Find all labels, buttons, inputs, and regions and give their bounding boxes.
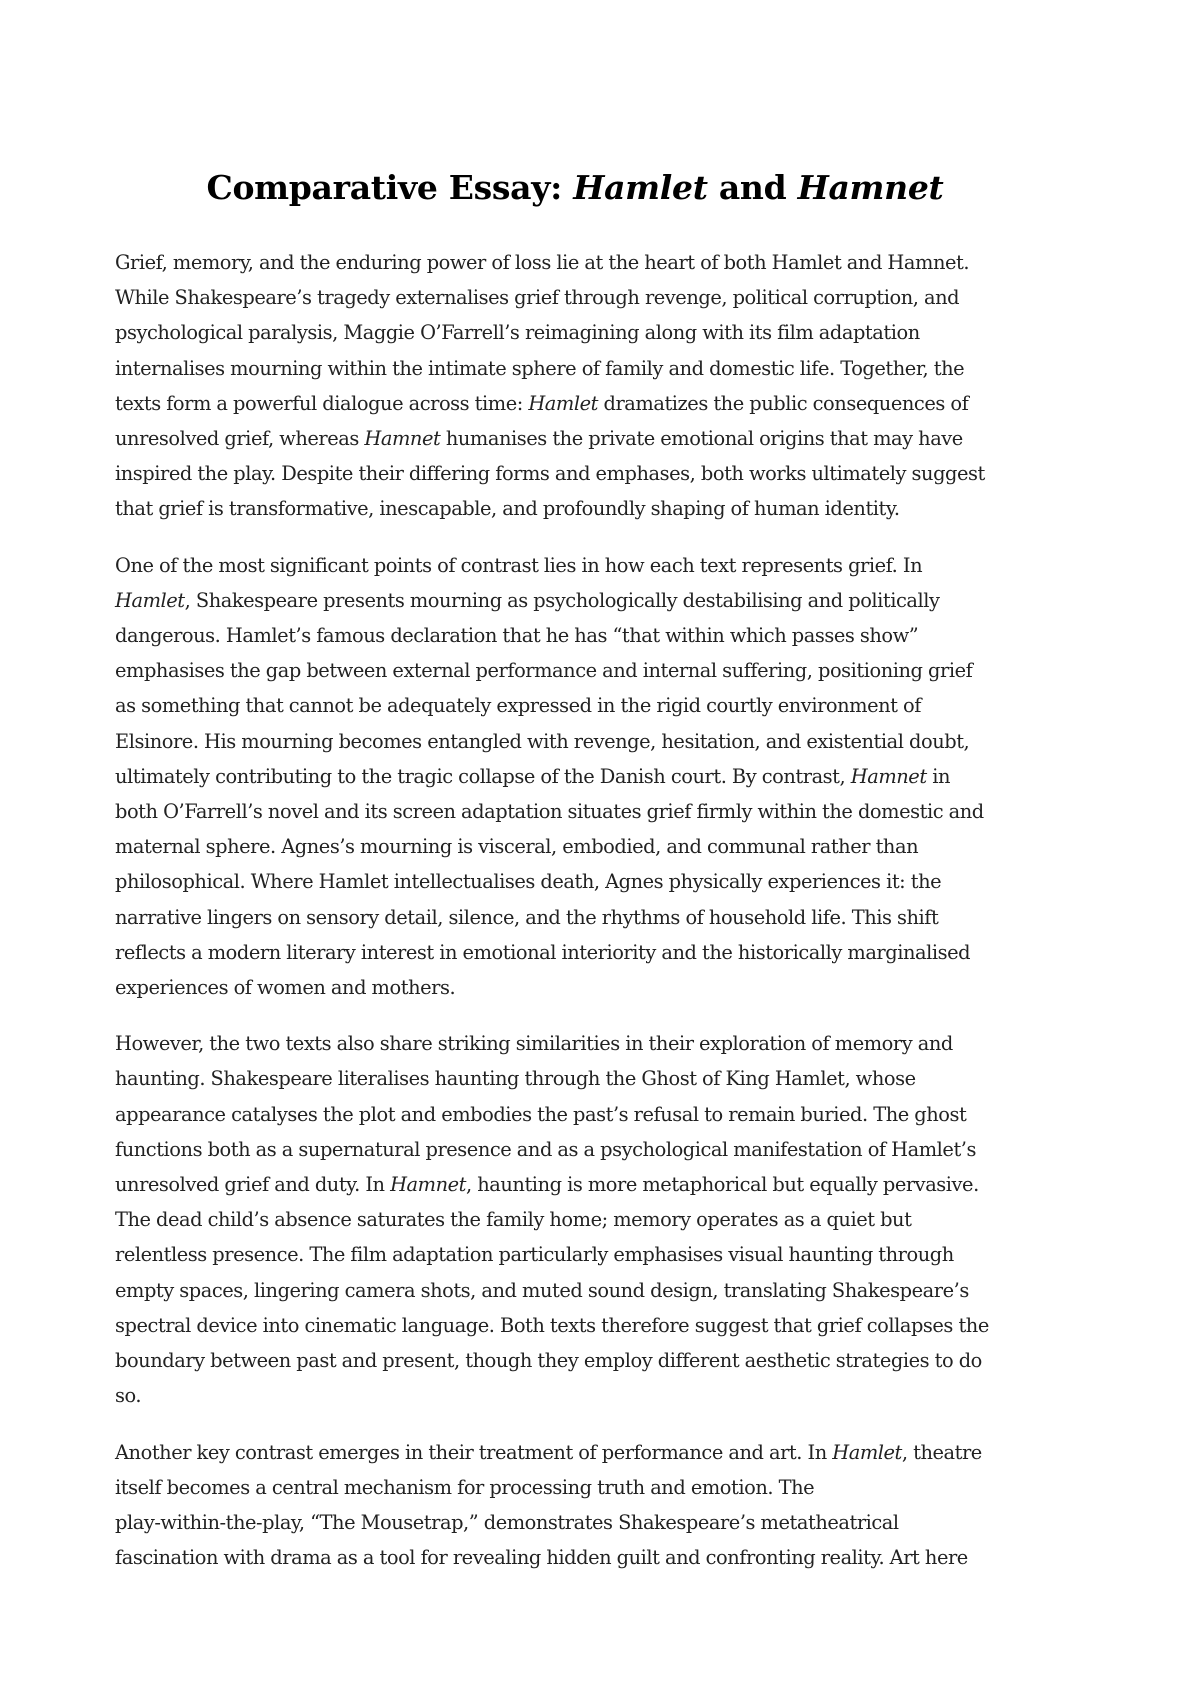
paragraph-line [115, 280, 1100, 315]
essay-paragraph [115, 1026, 1100, 1413]
text-run: as something that cannot be adequately expressed in the rigid courtly environment of [115, 694, 921, 718]
text-run: texts form a powerful dialogue across time: [115, 391, 529, 415]
paragraph-line [115, 618, 1100, 653]
text-run: haunting. Shakespeare literalises haunting through the Ghost of King Hamlet, whose [115, 1067, 916, 1091]
paragraph-line [115, 386, 1100, 421]
text-run: While Shakespeare’s tragedy externalises grief through revenge, political corruption, and [115, 286, 960, 310]
text-run: inspired the play. Despite their differing forms and emphases, both works ultimately suggest [115, 462, 985, 486]
text-run: ultimately contributing to the tragic collapse of the Danish court. By contrast, [115, 764, 851, 788]
text-run: philosophical. Where Hamlet intellectualises death, Agnes physically experiences it: the [115, 870, 942, 894]
title-prefix: Comparative Essay: [206, 168, 574, 207]
paragraph-line [115, 1026, 1100, 1061]
text-run: both O’Farrell’s novel and its screen adaptation situates grief firmly within the domestic and [115, 800, 984, 824]
paragraph-line [115, 315, 1100, 350]
text-run: However, the two texts also share striking similarities in their exploration of memory and [115, 1032, 953, 1056]
text-run: unresolved grief and duty. In [115, 1173, 391, 1197]
text-run: reflects a modern literary interest in emotional interiority and the historically marginalised [115, 940, 971, 964]
paragraph-line [115, 794, 1100, 829]
essay-paragraph [115, 1435, 1100, 1576]
paragraph-line [115, 351, 1100, 386]
text-run: functions both as a supernatural presence and as a psychological manifestation of Hamlet’s [115, 1137, 977, 1161]
paragraph-line [115, 1470, 1100, 1505]
paragraph-line [115, 759, 1100, 794]
italic-work-title: Hamnet [850, 764, 927, 788]
text-run: relentless presence. The film adaptation particularly emphasises visual haunting through [115, 1243, 954, 1267]
text-run: , theatre [901, 1440, 982, 1464]
text-run: spectral device into cinematic language. Both texts therefore suggest that grief collapses the [115, 1313, 989, 1337]
text-run: narrative lingers on sensory detail, silence, and the rhythms of household life. This shift [115, 905, 939, 929]
paragraph-line [115, 1097, 1100, 1132]
paragraph-line [115, 491, 1100, 526]
text-run: boundary between past and present, though they employ different aesthetic strategies to do [115, 1349, 982, 1373]
text-run: in [926, 764, 950, 788]
paragraph-line [115, 935, 1100, 970]
italic-work-title: Hamlet [115, 588, 185, 612]
title-work-hamnet: Hamnet [797, 168, 944, 207]
essay-body [115, 245, 1100, 1596]
text-run: Elsinore. His mourning becomes entangled with revenge, hesitation, and existential doubt, [115, 729, 970, 753]
text-run: One of the most significant points of contrast lies in how each text represents grief. In [115, 553, 923, 577]
text-run: internalises mourning within the intimate sphere of family and domestic life. Together, the [115, 356, 965, 380]
paragraph-line [115, 1343, 1100, 1378]
text-run: play-within-the-play, “The Mousetrap,” demonstrates Shakespeare’s metatheatrical [115, 1510, 899, 1534]
title-work-hamlet: Hamlet [573, 168, 708, 207]
paragraph-line [115, 1435, 1100, 1470]
text-run: empty spaces, lingering camera shots, and muted sound design, translating Shakespeare’s [115, 1278, 969, 1302]
paragraph-line [115, 900, 1100, 935]
paragraph-line [115, 421, 1100, 456]
italic-work-title: Hamnet [364, 427, 441, 451]
paragraph-line [115, 688, 1100, 723]
text-run: Another key contrast emerges in their treatment of performance and art. In [115, 1440, 833, 1464]
text-run: fascination with drama as a tool for revealing hidden guilt and confronting reality. Art here [115, 1546, 968, 1570]
text-run: that grief is transformative, inescapable, and profoundly shaping of human identity. [115, 497, 900, 521]
text-run: experiences of women and mothers. [115, 976, 456, 1000]
italic-work-title: Hamlet [832, 1440, 902, 1464]
paragraph-line [115, 456, 1100, 491]
paragraph-line [115, 1237, 1100, 1272]
paragraph-line [115, 1308, 1100, 1343]
text-run: humanises the private emotional origins that may have [440, 427, 963, 451]
text-run: , Shakespeare presents mourning as psychologically destabilising and politically [184, 588, 940, 612]
essay-paragraph [115, 548, 1100, 1006]
paragraph-line [115, 1505, 1100, 1540]
paragraph-line [115, 864, 1100, 899]
paragraph-line [115, 1061, 1100, 1096]
paragraph-line [115, 1132, 1100, 1167]
essay-paragraph [115, 245, 1100, 527]
text-run: unresolved grief, whereas [115, 427, 365, 451]
text-run: maternal sphere. Agnes’s mourning is visceral, embodied, and communal rather than [115, 835, 919, 859]
text-run: psychological paralysis, Maggie O’Farrell’s reimagining along with its film adaptation [115, 321, 920, 345]
text-run: , haunting is more metaphorical but equally pervasive. [466, 1173, 979, 1197]
paragraph-line [115, 1378, 1100, 1413]
paragraph-line [115, 970, 1100, 1005]
paragraph-line [115, 1202, 1100, 1237]
paragraph-line [115, 548, 1100, 583]
text-run: appearance catalyses the plot and embodies the past’s refusal to remain buried. The ghost [115, 1102, 967, 1126]
paragraph-line [115, 1540, 1100, 1575]
italic-work-title: Hamnet [390, 1173, 467, 1197]
text-run: emphasises the gap between external performance and internal suffering, positioning grief [115, 659, 973, 683]
paragraph-line [115, 1167, 1100, 1202]
text-run: Grief, memory, and the enduring power of loss lie at the heart of both Hamlet and Hamnet. [115, 251, 970, 274]
italic-work-title: Hamlet [528, 391, 598, 415]
title-conjunction: and [707, 168, 798, 207]
paragraph-line [115, 1273, 1100, 1308]
paragraph-line [115, 245, 1100, 280]
essay-title [115, 166, 1035, 210]
paragraph-line [115, 583, 1100, 618]
text-run: The dead child’s absence saturates the family home; memory operates as a quiet but [115, 1208, 912, 1232]
text-run: dangerous. Hamlet’s famous declaration that he has “that within which passes show” [115, 624, 919, 648]
text-run: so. [115, 1384, 142, 1408]
paragraph-line [115, 829, 1100, 864]
paragraph-line [115, 724, 1100, 759]
text-run: dramatizes the public consequences of [597, 391, 969, 415]
text-run: itself becomes a central mechanism for processing truth and emotion. The [115, 1475, 815, 1499]
paragraph-line [115, 653, 1100, 688]
